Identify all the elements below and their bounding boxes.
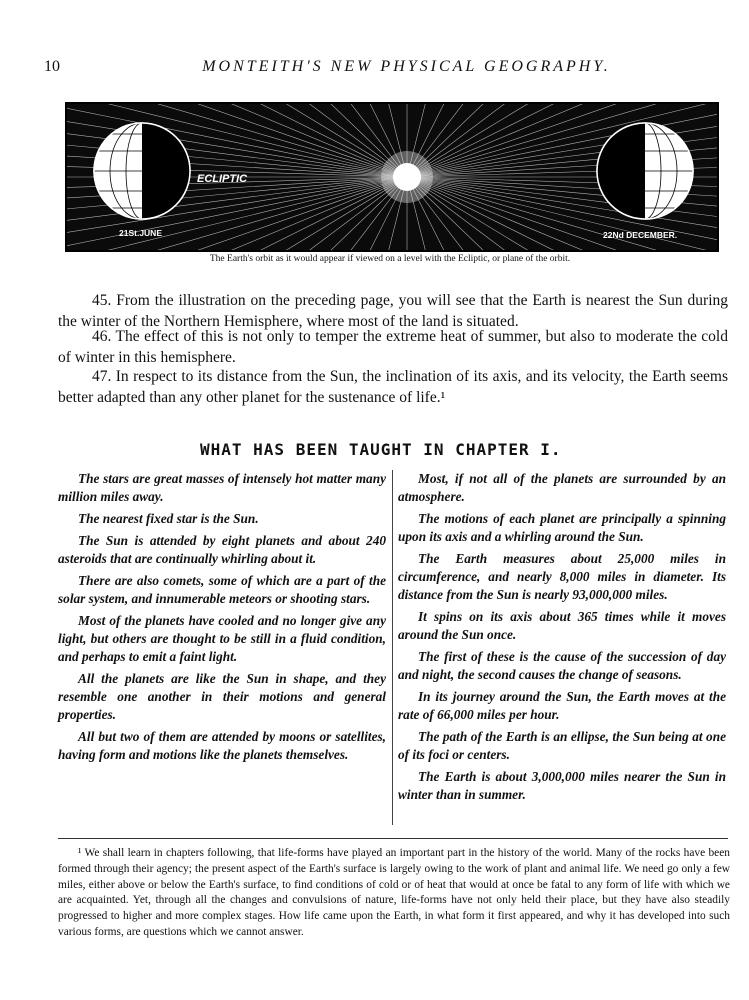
page-number: 10 xyxy=(44,58,60,75)
footnote: ¹ We shall learn in chapters following, that life-forms have played an important part in the history of the world. Many of the rocks have been formed through their agency; the present aspect of the Earth's surface is largely owing to the work of plant and animal life. We need go only a few miles, either above or below the Earth's surface, to find conditions of cold or of heat that would at once be fatal to any form of life with which we are acquainted. Yet, through all the changes and convulsions of nature, life-forms have not only held their place, but they have also steadily progressed to higher and more complex stages. How life came upon the Earth, in what form it first appeared, and why it has developed into such various forms, are questions which we cannot answer. xyxy=(58,847,730,938)
chapter-summary xyxy=(58,470,728,830)
sun-ray xyxy=(166,104,407,177)
summary-item: The path of the Earth is an ellipse, the Sun being at one of its foci or centers. xyxy=(398,729,726,762)
footnote-divider xyxy=(58,838,728,839)
paragraph-46: 46. The effect of this is not only to temper the extreme heat of summer, but also to moderate the cold of winter in this hemisphere. xyxy=(58,328,728,366)
summary-item: The Earth is about 3,000,000 miles nearer the Sun in winter than in summer. xyxy=(398,769,726,802)
summary-item: All but two of them are attended by moons or satellites, having form and motions like the planets themselves. xyxy=(58,729,386,762)
summary-item: The first of these is the cause of the succession of day and night, the second causes the change of seasons. xyxy=(398,649,726,682)
december-label: 22Nd DECEMBER. xyxy=(603,230,678,240)
paragraph-47: 47. In respect to its distance from the Sun, the inclination of its axis, and its velocity, the Earth seems better adapted than any other planet for the sustenance of life.¹ xyxy=(58,368,728,406)
paragraph-45: 45. From the illustration on the preceding page, you will see that the Earth is nearest the Sun during the winter of the Northern Hemisphere, where most of the land is situated. xyxy=(58,292,728,330)
running-title: MONTEITH'S NEW PHYSICAL GEOGRAPHY. xyxy=(202,58,611,75)
sun-ray xyxy=(166,177,407,250)
page-header xyxy=(44,58,709,80)
sun-glow xyxy=(381,151,433,203)
summary-item: The motions of each planet are principally a spinning upon its axis and a whirling around the Sun. xyxy=(398,511,726,544)
summary-item: All the planets are like the Sun in shape, and they resemble one another in their motions and general properties. xyxy=(58,671,386,722)
summary-item: The Sun is attended by eight planets and about 240 asteroids that are continually whirling about it. xyxy=(58,533,386,566)
section-heading: WHAT HAS BEEN TAUGHT IN CHAPTER I. xyxy=(200,440,562,459)
earth-left-globe xyxy=(94,123,190,219)
summary-item: The Earth measures about 25,000 miles in circumference, and nearly 8,000 miles in diameter. Its distance from the Sun is nearly 93,000,000 miles. xyxy=(398,551,726,602)
summary-left-column xyxy=(58,470,386,768)
summary-item: It spins on its axis about 365 times while it moves around the Sun once. xyxy=(398,609,726,642)
summary-item: Most of the planets have cooled and no longer give any light, but others are thought to be still in a fluid condition, and perhaps to emit a faint light. xyxy=(58,613,386,664)
ecliptic-label: ECLIPTIC xyxy=(197,173,248,185)
summary-item: Most, if not all of the planets are surrounded by an atmosphere. xyxy=(398,471,726,504)
earth-right-globe xyxy=(597,123,693,219)
summary-item: The nearest fixed star is the Sun. xyxy=(78,511,259,526)
figure-caption: The Earth's orbit as it would appear if viewed on a level with the Ecliptic, or plane of the orbit. xyxy=(209,254,571,264)
orbit-illustration xyxy=(65,102,719,252)
column-divider xyxy=(392,470,393,825)
summary-right-column xyxy=(398,470,726,808)
orbit-drawing xyxy=(67,104,717,250)
summary-item: In its journey around the Sun, the Earth moves at the rate of 66,000 miles per hour. xyxy=(398,689,726,722)
summary-item: The stars are great masses of intensely hot matter many million miles away. xyxy=(58,471,386,504)
june-label: 21St.JUNE xyxy=(119,228,162,238)
summary-item: There are also comets, some of which are a part of the solar system, and innumerable meteors or shooting stars. xyxy=(58,573,386,606)
